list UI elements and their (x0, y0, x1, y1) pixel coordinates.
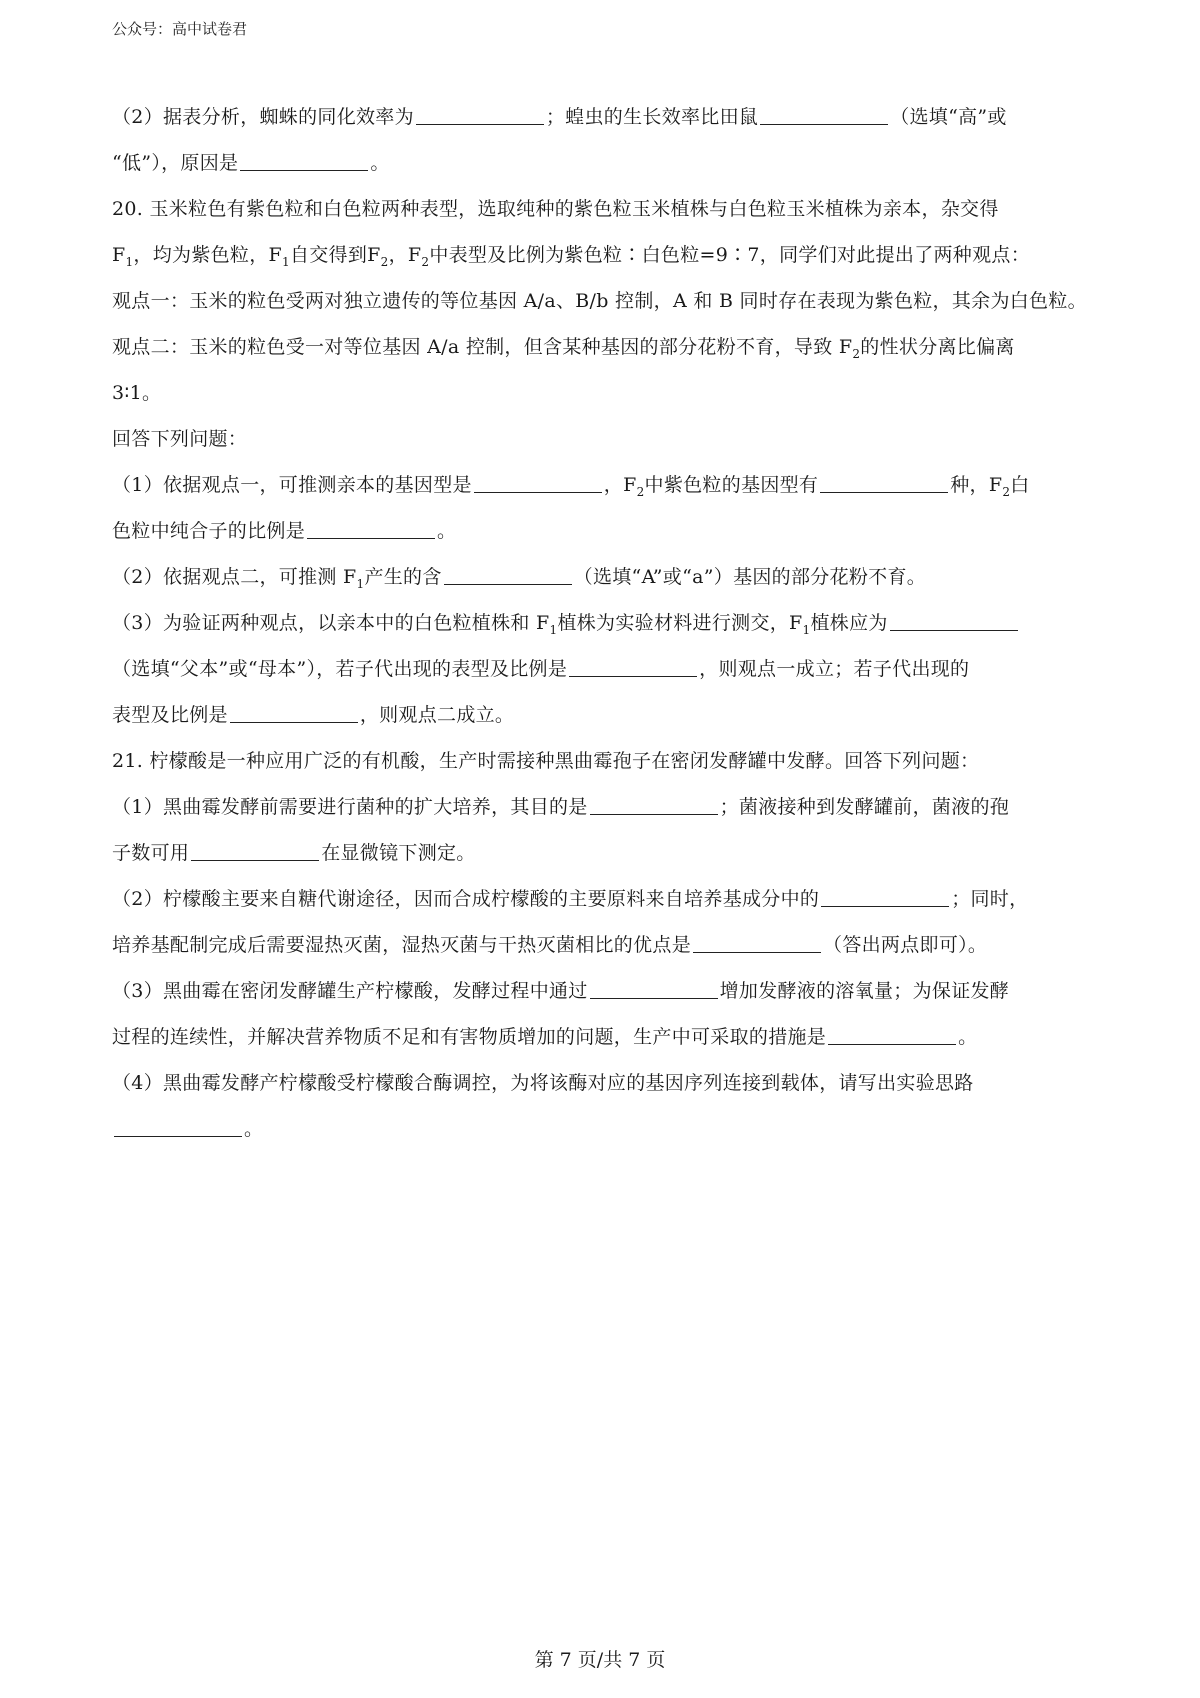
subscript: 1 (356, 576, 365, 591)
q20-part1 (112, 462, 1102, 554)
text: 在显微镜下测定。 (321, 842, 476, 864)
subscript: 2 (1002, 484, 1011, 499)
subscript: 1 (282, 254, 290, 269)
text: F (112, 244, 126, 266)
text: ；蝗虫的生长效率比田鼠 (545, 106, 759, 128)
q21-part3 (112, 968, 1102, 1060)
text: 中表型及比例为紫色粒∶白色粒=9∶7，同学们对此提出了两种观点： (429, 244, 1031, 266)
text: （选填“父本”或“母本”），若子代出现的表型及比例是 (112, 658, 568, 680)
subscript: 2 (636, 484, 645, 499)
text: 白 (1010, 474, 1030, 496)
answer-blank[interactable] (693, 932, 821, 953)
subscript: 2 (852, 346, 861, 361)
answer-blank[interactable] (307, 518, 435, 539)
q21-intro: 21. 柠檬酸是一种应用广泛的有机酸，生产时需接种黑曲霉孢子在密闭发酵罐中发酵。回答下列问题： (112, 750, 980, 772)
text: 自交得到F (289, 244, 381, 266)
text: 3∶1。 (112, 382, 162, 404)
q20-intro (112, 186, 1102, 278)
page-footer: 第 7 页/共 7 页 (534, 1649, 666, 1671)
text: 子数可用 (112, 842, 190, 864)
text: 培养基配制完成后需要湿热灭菌，湿热灭菌与干热灭菌相比的优点是 (112, 934, 692, 956)
q20-ask: 回答下列问题： (112, 428, 248, 450)
text: 。 (244, 1118, 264, 1140)
q21-part4 (112, 1060, 1102, 1152)
text: （选填“A”或“a”）基因的部分花粉不育。 (573, 566, 927, 588)
text: 。 (437, 520, 457, 542)
text: 植株应为 (810, 612, 888, 634)
text: ，均为紫色粒，F (133, 244, 283, 266)
text: 增加发酵液的溶氧量；为保证发酵 (719, 980, 1010, 1002)
text: ，则观点二成立。 (359, 704, 515, 726)
q20-part2 (112, 554, 1102, 600)
text: 产生的含 (364, 566, 442, 588)
text: （选填“高”或 (890, 106, 1007, 128)
page-header: 公众号：高中试卷君 (112, 20, 248, 38)
text: （4）黑曲霉发酵产柠檬酸受柠檬酸合酶调控，为将该酶对应的基因序列连接到载体，请写出实验思路 (112, 1072, 974, 1094)
answer-blank[interactable] (416, 104, 544, 125)
text: （3）黑曲霉在密闭发酵罐生产柠檬酸，发酵过程中通过 (112, 980, 588, 1002)
answer-blank[interactable] (590, 978, 718, 999)
text: （2）柠檬酸主要来自糖代谢途径，因而合成柠檬酸的主要原料来自培养基成分中的 (112, 888, 820, 910)
text: ；同时， (951, 888, 1029, 910)
q20-view1: 观点一：玉米的粒色受两对独立遗传的等位基因 A/a、B/b 控制，A 和 B 同时存在表现为紫色粒，其余为白色粒。 (112, 290, 1087, 312)
text: （1）依据观点一，可推测亲本的基因型是 (112, 474, 472, 496)
answer-blank[interactable] (890, 610, 1018, 631)
answer-blank[interactable] (760, 104, 888, 125)
text: 植株为实验材料进行测交，F (557, 612, 803, 634)
answer-blank[interactable] (240, 150, 368, 171)
text: （2）依据观点二，可推测 F (112, 566, 357, 588)
text: 20. 玉米粒色有紫色粒和白色粒两种表型，选取纯种的紫色粒玉米植株与白色粒玉米植株为亲本，杂交得 (112, 198, 999, 220)
text: ，F (388, 244, 422, 266)
text: 。 (958, 1026, 978, 1048)
q21-part2 (112, 876, 1102, 968)
text: （3）为验证两种观点，以亲本中的白色粒植株和 F (112, 612, 550, 634)
text: （2）据表分析，蜘蛛的同化效率为 (112, 106, 414, 128)
text: 观点二：玉米的粒色受一对等位基因 A/a 控制，但含某种基因的部分花粉不育，导致 F (112, 336, 853, 358)
text: 表型及比例是 (112, 704, 228, 726)
answer-blank[interactable] (474, 472, 602, 493)
answer-blank[interactable] (821, 886, 949, 907)
answer-blank[interactable] (114, 1116, 242, 1137)
text: 。 (370, 152, 390, 174)
text: 中紫色粒的基因型有 (644, 474, 819, 496)
text: ；菌液接种到发酵罐前，菌液的孢 (719, 796, 1010, 818)
answer-blank[interactable] (820, 472, 948, 493)
subscript: 1 (802, 622, 811, 637)
q19-part2 (112, 94, 1102, 186)
text: “低”），原因是 (112, 152, 239, 174)
text: 的性状分离比偏离 (860, 336, 1015, 358)
exam-content (112, 94, 1102, 1152)
answer-blank[interactable] (828, 1024, 956, 1045)
subscript: 2 (380, 254, 389, 269)
text: （答出两点即可）。 (823, 934, 988, 956)
q21-part1 (112, 784, 1102, 876)
text: ，F (603, 474, 637, 496)
q20-view2 (112, 324, 1102, 416)
text: （1）黑曲霉发酵前需要进行菌种的扩大培养，其目的是 (112, 796, 588, 818)
answer-blank[interactable] (569, 656, 697, 677)
answer-blank[interactable] (230, 702, 358, 723)
q20-part3 (112, 600, 1102, 738)
answer-blank[interactable] (191, 840, 319, 861)
text: 过程的连续性，并解决营养物质不足和有害物质增加的问题，生产中可采取的措施是 (112, 1026, 827, 1048)
text: ，则观点一成立；若子代出现的 (699, 658, 970, 680)
subscript: 1 (125, 254, 134, 269)
subscript: 1 (549, 622, 558, 637)
answer-blank[interactable] (444, 564, 572, 585)
text: 种，F (950, 474, 1003, 496)
subscript: 2 (421, 254, 430, 269)
text: 色粒中纯合子的比例是 (112, 520, 306, 542)
answer-blank[interactable] (590, 794, 718, 815)
